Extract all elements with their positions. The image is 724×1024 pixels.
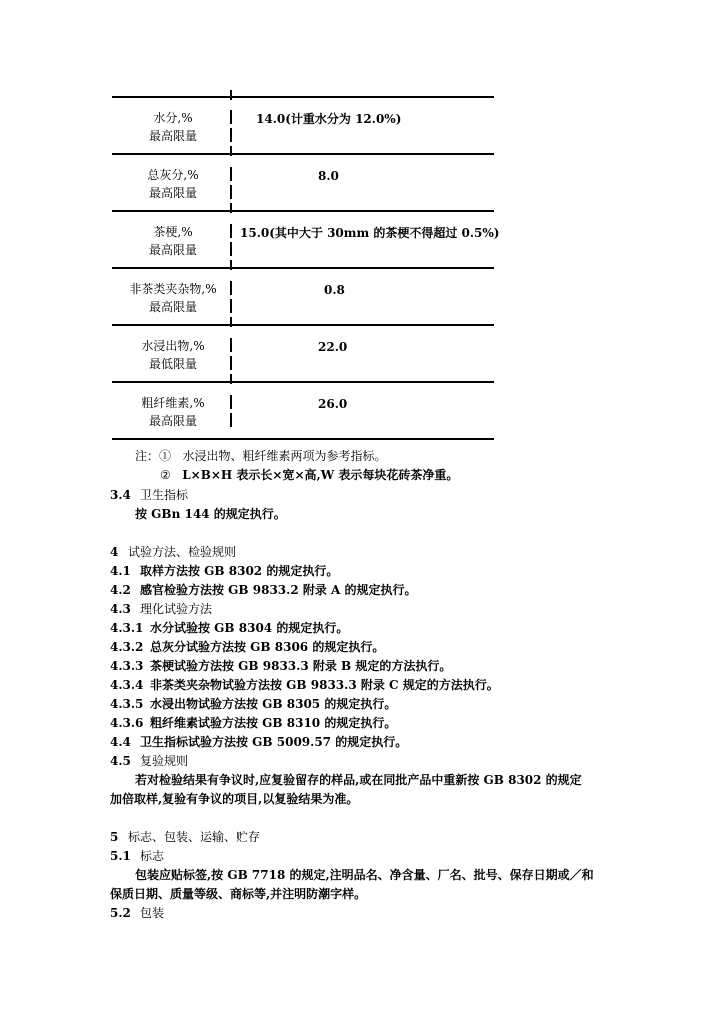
section-text: 非茶类夹杂物试验方法按 GB 9833.3 附录 C 规定的方法执行。 [150, 678, 499, 692]
section-number: 4.5 [110, 754, 131, 768]
text-line [110, 886, 366, 903]
section-text: 水浸出物试验方法按 GB 8305 的规定执行。 [150, 697, 397, 711]
table-row [112, 155, 494, 212]
section-text: 感官检验方法按 GB 9833.2 附录 A 的规定执行。 [140, 583, 417, 597]
section-line [110, 582, 417, 599]
row-label: 非茶类夹杂物,% [129, 282, 217, 296]
section-number: 3.4 [110, 488, 131, 502]
paragraph-text: 保质日期、质量等级、商标等,并注明防潮字样。 [110, 887, 367, 901]
section-number: 4.3.3 [110, 659, 144, 673]
section-line [110, 905, 164, 922]
section-text: 卫生指标试验方法按 GB 5009.57 的规定执行。 [140, 735, 408, 749]
section-text: 试验方法、检验规则 [128, 545, 237, 559]
section-number: 5.1 [110, 849, 131, 863]
row-label: 总灰分,% [147, 168, 199, 182]
section-number: 4.1 [110, 564, 131, 578]
table-divider [230, 167, 232, 181]
section-line [110, 658, 451, 675]
table-row [112, 383, 494, 440]
section-number: 4.3.4 [110, 678, 144, 692]
section-text: 标志 [140, 849, 165, 863]
note-text: L×B×H 表示长×宽×高,W 表示每块花砖茶净重。 [182, 468, 459, 482]
table-row [112, 326, 494, 383]
row-sublabel: 最高限量 [148, 243, 197, 257]
row-sublabel: 最高限量 [148, 129, 197, 143]
section-number: 5 [110, 830, 119, 844]
row-sublabel: 最高限量 [148, 414, 197, 428]
row-value: 8.0 [318, 169, 339, 183]
note-text: 水浸出物、粗纤维素两项为参考指标。 [182, 449, 387, 463]
section-line [110, 677, 499, 694]
table-divider [230, 110, 232, 124]
text-line [135, 867, 594, 884]
table-divider [230, 395, 232, 409]
section-line [110, 544, 236, 561]
row-label: 茶梗,% [153, 225, 193, 239]
section-text: 总灰分试验方法按 GB 8306 的规定执行。 [150, 640, 385, 654]
section-text: 复验规则 [140, 754, 189, 768]
section-line [110, 639, 384, 656]
row-label: 水分,% [153, 111, 193, 125]
note-2 [160, 467, 458, 484]
table-divider [230, 242, 232, 256]
note-mark: ② [160, 468, 171, 482]
section-line [110, 620, 348, 637]
section-text: 水分试验按 GB 8304 的规定执行。 [150, 621, 349, 635]
section-text: 包装 [140, 906, 165, 920]
section-text: 粗纤维素试验方法按 GB 8310 的规定执行。 [150, 716, 397, 730]
row-sublabel: 最高限量 [148, 186, 197, 200]
row-value: 26.0 [318, 397, 348, 411]
paragraph-text: 加倍取样,复验有争议的项目,以复验结果为准。 [110, 792, 359, 806]
section-number: 4 [110, 545, 119, 559]
table-divider [230, 224, 232, 238]
section-text: 卫生指标 [140, 488, 189, 502]
table-row [112, 212, 500, 269]
section-number: 4.3.6 [110, 716, 144, 730]
section-text: 茶梗试验方法按 GB 9833.3 附录 B 规定的方法执行。 [150, 659, 452, 673]
row-value: 22.0 [318, 340, 348, 354]
note-prefix: 注：① [135, 449, 172, 463]
row-label: 水浸出物,% [141, 339, 205, 353]
section-line [110, 563, 338, 580]
text-line [135, 772, 582, 789]
table-divider [230, 338, 232, 352]
section-text: 标志、包装、运输、贮存 [128, 830, 261, 844]
text-line [110, 791, 358, 808]
section-line [110, 715, 396, 732]
table-divider [230, 185, 232, 199]
section-text: 取样方法按 GB 8302 的规定执行。 [140, 564, 339, 578]
section-number: 5.2 [110, 906, 131, 920]
section-text: 理化试验方法 [140, 602, 213, 616]
section-line [110, 601, 212, 618]
table-divider [230, 128, 232, 142]
paragraph-text: 若对检验结果有争议时,应复验留存的样品,或在同批产品中重新按 GB 8302 的规定 [135, 773, 582, 787]
row-value: 14.0(计重水分为 12.0%) [256, 112, 402, 126]
text-line [135, 506, 286, 523]
table-divider [230, 356, 232, 370]
paragraph-text: 包装应贴标签,按 GB 7718 的规定,注明品名、净含量、厂名、批号、保存日期或／和 [135, 868, 594, 882]
table-divider [230, 413, 232, 427]
table-divider [230, 281, 232, 295]
section-number: 4.3 [110, 602, 131, 616]
section-line [110, 487, 188, 504]
note-1 [135, 448, 386, 465]
table-row [112, 98, 494, 155]
section-line [110, 753, 188, 770]
table-rule [112, 438, 494, 440]
section-line [110, 848, 164, 865]
section-number: 4.3.1 [110, 621, 144, 635]
row-sublabel: 最高限量 [148, 300, 197, 314]
section-number: 4.2 [110, 583, 131, 597]
row-sublabel: 最低限量 [148, 357, 197, 371]
row-value: 15.0(其中大于 30mm 的茶梗不得超过 0.5%) [240, 226, 500, 240]
paragraph-text: 按 GBn 144 的规定执行。 [135, 507, 286, 521]
row-label: 粗纤维素,% [141, 396, 205, 410]
section-line [110, 696, 396, 713]
section-line [110, 734, 407, 751]
table-row [112, 269, 494, 326]
section-number: 4.3.2 [110, 640, 144, 654]
row-value: 0.8 [324, 283, 345, 297]
section-number: 4.3.5 [110, 697, 144, 711]
section-number: 4.4 [110, 735, 131, 749]
table-divider [230, 299, 232, 313]
section-line [110, 829, 260, 846]
